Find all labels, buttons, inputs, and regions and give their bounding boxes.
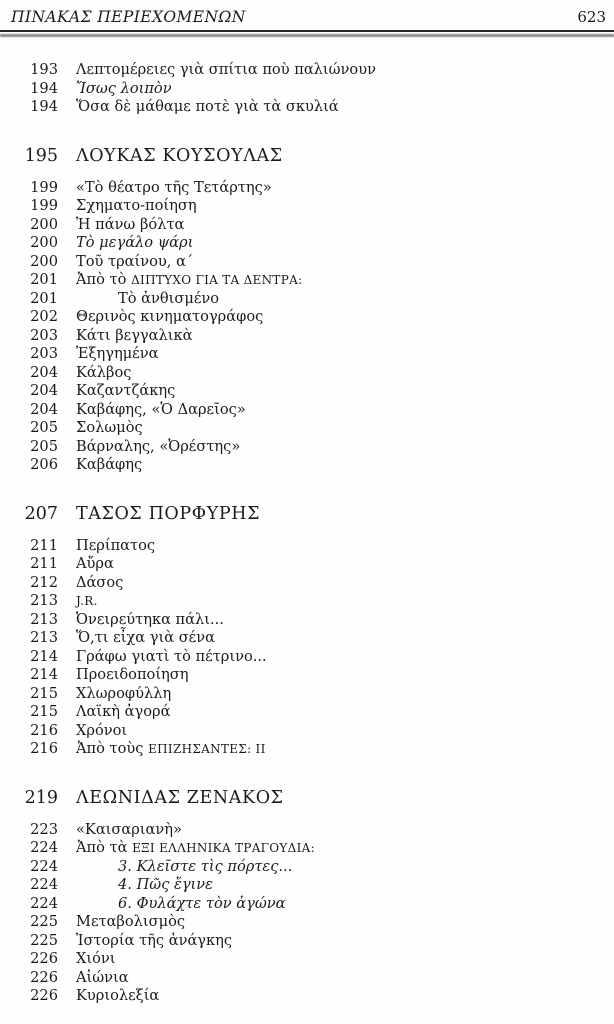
entry-page-number: 224 [30,894,58,912]
toc-entry [0,839,614,858]
entry-page-number: 206 [30,456,58,473]
entry-title: Μεταβολισμὸς [76,913,186,930]
toc-entry [0,364,614,383]
entry-page-number: 194 [30,98,58,115]
toc-entry [0,537,614,556]
entry-title [76,592,98,611]
text-fragment: Ἀπὸ τὸ [76,271,132,288]
entry-title: Τοῦ τραίνου, α´ [76,252,194,270]
toc-entry [0,740,614,759]
entry-page-number: 213 [30,592,58,609]
entry-title: Λεπτομέρειες γιὰ σπίτια ποὺ παλιώνουν [76,61,376,78]
entry-page-number: 226 [30,987,58,1004]
entry-title: Ἡ πάνω βόλτα [76,215,185,233]
toc-entry [0,345,614,364]
section-page-number: 219 [24,787,58,808]
entry-title: Βάρναλης, «Ὀρέστης» [76,437,241,455]
entry-title: Προειδοποίηση [76,666,189,683]
entry-title: Τὸ μεγάλο ψάρι [76,234,194,251]
header-rule-thick [0,34,614,37]
text-fragment: Ἀπὸ τὰ [76,839,133,856]
entry-title: 6. Φυλάχτε τὸν ἀγώνα [118,894,286,912]
entry-page-number: 204 [30,382,58,399]
entry-page-number: 193 [30,61,58,78]
toc-entry [0,253,614,272]
entry-title: 3. Κλεῖστε τὶς πόρτες... [118,857,293,875]
entry-page-number: 216 [30,740,58,757]
text-fragment: Ἀπὸ τοὺς [76,740,149,757]
toc-entry [0,308,614,327]
page-number: 623 [577,8,606,26]
entry-title: Ἱστορία τῆς ἀνάγκης [76,931,233,949]
entry-page-number: 199 [30,197,58,214]
entry-title: 4. Πῶς ἔγινε [118,876,213,893]
entry-page-number: 224 [30,839,58,856]
toc-entry [0,703,614,722]
section-author-name: ΤΑΣΟΣ ΠΟΡΦΥΡΗΣ [76,503,261,524]
entry-title: Σχηματο-ποίηση [76,197,197,214]
entry-page-number: 226 [30,950,58,967]
entry-page-number: 205 [30,437,58,455]
toc-section-header [0,145,614,167]
entry-title: Ὀνειρεύτηκα πάλι... [76,610,224,628]
entry-title: Σολωμὸς [76,419,143,436]
caps-fragment: J.R. [76,594,98,608]
toc-entry [0,821,614,840]
toc-entry [0,438,614,457]
running-head [11,8,606,26]
entry-page-number: 224 [30,876,58,893]
entry-title: Περίπατος [76,536,156,554]
entry-title: Χιόνι [76,950,116,967]
toc-entry [0,382,614,401]
entry-title: Κάτι βεγγαλικὰ [76,326,193,344]
section-page-number: 207 [24,503,58,524]
toc-entry [0,611,614,630]
entry-page-number: 211 [30,555,58,572]
entry-page-number: 213 [30,629,58,646]
toc-entry [0,913,614,932]
entry-page-number: 224 [30,857,58,875]
entry-page-number: 215 [30,703,58,720]
toc-entry [0,80,614,99]
toc-entry [0,61,614,80]
header-rule-thin [0,30,614,32]
toc-entry [0,932,614,951]
toc-entry [0,895,614,914]
entry-title: Κάλβος [76,363,132,381]
entry-title: Καζαντζάκης [76,382,176,399]
entry-title: Δάσος [76,573,124,591]
entry-page-number: 203 [30,326,58,344]
entry-page-number: 205 [30,419,58,436]
entry-page-number: 225 [30,913,58,930]
toc-section-header [0,787,614,809]
entry-page-number: 223 [30,820,58,838]
toc-entry [0,271,614,290]
entry-page-number: 225 [30,931,58,949]
entry-title: Αἰώνια [76,968,129,986]
caps-fragment: ΕΞΙ ΕΛΛΗΝΙΚΑ ΤΡΑΓΟΥΔΙΑ: [132,841,315,855]
entry-page-number: 226 [30,968,58,986]
toc-entry [0,876,614,895]
entry-title: Ἐξηγημένα [76,345,159,362]
entry-page-number: 213 [30,610,58,628]
toc-entry [0,666,614,685]
entry-page-number: 201 [30,289,58,307]
entry-page-number: 203 [30,345,58,362]
entry-title: Λαϊκὴ ἀγορά [76,703,171,720]
toc-entry [0,722,614,741]
entry-page-number: 202 [30,308,58,325]
caps-fragment: ΔΙΠΤΥΧΟ ΓΙΑ ΤΑ ΔΕΝΤΡΑ: [131,273,303,287]
entry-page-number: 216 [30,721,58,739]
entry-title: «Καισαριανὴ» [76,820,182,838]
toc-entry [0,179,614,198]
toc-entry [0,629,614,648]
entry-page-number: 204 [30,400,58,418]
entry-page-number: 200 [30,234,58,251]
entry-title: Χρόνοι [76,721,128,739]
section-author-name: ΛΕΩΝΙΔΑΣ ΖΕΝΑΚΟΣ [76,787,284,808]
entry-title [76,740,266,759]
entry-title: Αὔρα [76,555,114,572]
entry-title: Θερινὸς κινηματογράφος [76,308,264,325]
toc-entry [0,969,614,988]
toc-entry [0,401,614,420]
entry-page-number: 200 [30,215,58,233]
entry-page-number: 200 [30,252,58,270]
entry-page-number: 204 [30,363,58,381]
entry-page-number: 214 [30,647,58,665]
entry-title: Καβάφης [76,456,143,473]
toc-entry [0,858,614,877]
entry-title: Καβάφης, «Ὁ Δαρεῖος» [76,400,246,418]
section-author-name: ΛΟΥΚΑΣ ΚΟΥΣΟΥΛΑΣ [76,145,283,166]
entry-page-number: 201 [30,271,58,288]
entry-title: Κυριολεξία [76,987,160,1004]
section-page-number: 195 [24,145,58,166]
page-title: ΠΙΝΑΚΑΣ ΠΕΡΙΕΧΟΜΕΝΩΝ [11,8,246,26]
toc-entry [0,950,614,969]
toc-entry [0,987,614,1006]
entry-page-number: 214 [30,666,58,683]
entry-title: Ὅ,τι εἶχα γιὰ σένα [76,629,215,646]
entry-page-number: 194 [30,79,58,97]
entry-title: Ἴσως λοιπὸν [76,79,172,97]
toc-section-header [0,503,614,525]
toc-entry [0,290,614,309]
entry-title: Χλωροφύλλη [76,684,172,702]
entry-title: «Τὸ θέατρο τῆς Τετάρτης» [76,178,272,196]
entry-title: Τὸ ἀνθισμένο [118,289,220,307]
toc-entry [0,685,614,704]
entry-page-number: 199 [30,178,58,196]
toc-entry [0,216,614,235]
toc-entry [0,98,614,117]
toc-entry [0,648,614,667]
table-of-contents [0,61,614,1006]
toc-entry [0,555,614,574]
caps-fragment: ΕΠΙΖΗΣΑΝΤΕΣ: ΙΙ [148,742,266,756]
toc-entry [0,574,614,593]
entry-title: Ὅσα δὲ μάθαμε ποτὲ γιὰ τὰ σκυλιά [76,98,339,115]
toc-entry [0,327,614,346]
toc-entry [0,234,614,253]
toc-entry [0,592,614,611]
entry-title [76,271,302,290]
entry-title [76,839,315,858]
entry-page-number: 211 [30,536,58,554]
toc-entry [0,456,614,475]
toc-entry [0,419,614,438]
entry-page-number: 215 [30,684,58,702]
entry-title: Γράφω γιατὶ τὸ πέτρινο... [76,647,267,665]
entry-page-number: 212 [30,573,58,591]
toc-entry [0,197,614,216]
